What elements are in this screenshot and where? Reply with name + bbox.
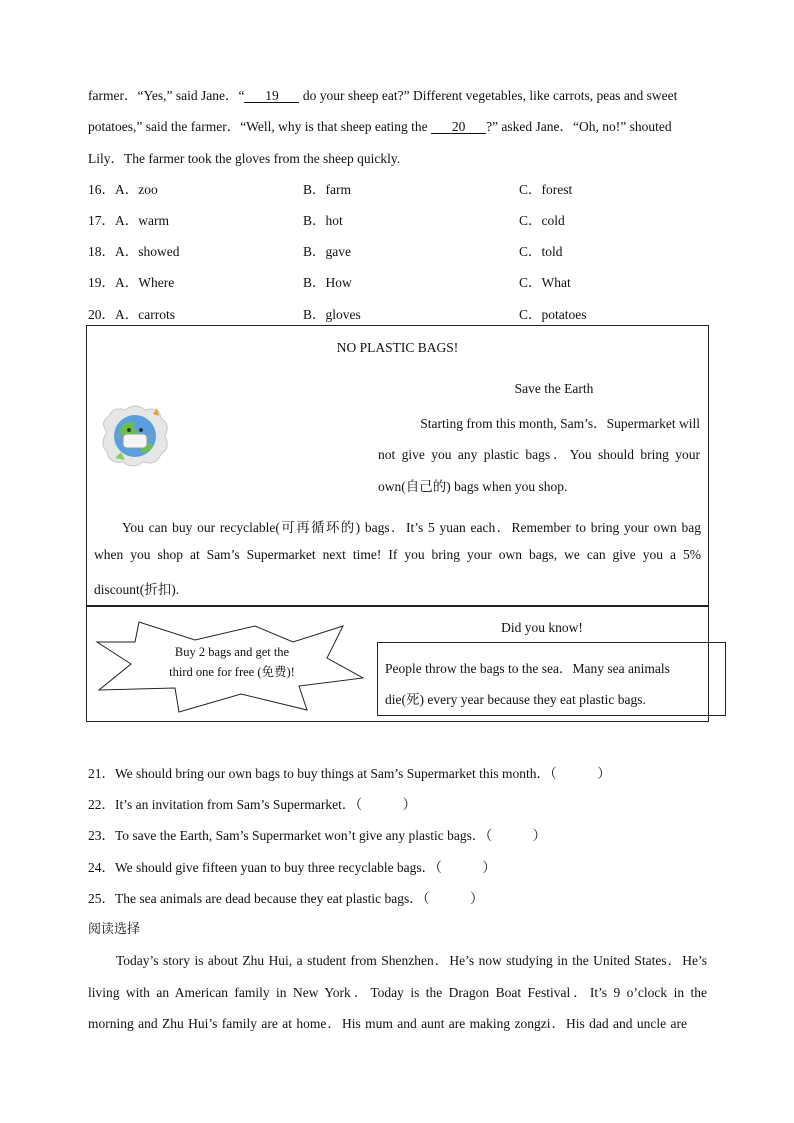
option-c: C．What — [519, 275, 571, 290]
option-c: C．cold — [519, 213, 565, 228]
tf-question-25: 25．The sea animals are dead because they eat plastic bags．（ ） — [88, 891, 484, 906]
star-text-line: third one for free (免费)! — [169, 665, 295, 679]
passage-text: do your sheep eat?” Different vegetables, like carrots, peas and sweet — [299, 88, 678, 103]
passage-text: potatoes,” said the farmer．“Well, why is that sheep eating the — [88, 119, 432, 134]
question-number: 16． — [88, 182, 115, 197]
option-b: B．hot — [303, 213, 343, 228]
did-you-know-box — [377, 642, 726, 716]
option-a: A．carrots — [115, 307, 175, 322]
story-line: morning and Zhu Hui’s family are at home．His mum and aunt are making zongzi．His dad and uncle are — [88, 1016, 687, 1031]
option-a: A．warm — [115, 213, 169, 228]
did-you-know-line: People throw the bags to the sea．Many sea animals — [385, 661, 670, 676]
question-number: 19． — [88, 275, 115, 290]
option-b: B．farm — [303, 182, 351, 197]
option-c: C．forest — [519, 182, 573, 197]
notice-box — [86, 325, 709, 607]
passage-text: farmer．“Yes,” said Jane．“ — [88, 88, 245, 103]
question-number: 18． — [88, 244, 115, 259]
story-line: living with an American family in New York．Today is the Dragon Boat Festival．It’s 9 o’clock in the — [88, 985, 707, 1000]
notice-subtitle: Save the Earth — [514, 381, 594, 396]
tf-question-22: 22．It’s an invitation from Sam’s Supermarket．（ ） — [88, 797, 417, 812]
question-number: 20． — [88, 307, 115, 322]
blank-20: 20 — [431, 120, 486, 134]
notice-para1-line: Starting from this month, Sam’s．Supermarket will — [420, 416, 700, 431]
question-number: 17． — [88, 213, 115, 228]
notice-para2-line: You can buy our recyclable(可再循环的) bags．It’s 5 yuan each．Remember to bring your own bag — [122, 520, 701, 535]
option-b: B．gloves — [303, 307, 361, 322]
notice-title: NO PLASTIC BAGS! — [336, 340, 459, 355]
option-a: A．showed — [115, 244, 180, 259]
tf-question-23: 23．To save the Earth, Sam’s Supermarket won’t give any plastic bags．（ ） — [88, 828, 547, 843]
passage-line — [88, 84, 677, 104]
story-line: Today’s story is about Zhu Hui, a student from Shenzhen．He’s now studying in the United States．He’s — [116, 953, 707, 968]
passage-text: ?” asked Jane．“Oh, no!” shouted — [486, 119, 672, 134]
did-you-know-line: die(死) every year because they eat plastic bags. — [385, 692, 646, 707]
passage-line — [88, 115, 672, 135]
option-b: B．How — [303, 275, 352, 290]
notice-para2-line: when you shop at Sam’s Supermarket next time! If you bring your own bags, we can give you a 5% — [94, 547, 701, 562]
option-c: C．potatoes — [519, 307, 587, 322]
notice-para1-line: own(自己的) bags when you shop. — [378, 479, 568, 494]
notice-para1-line: not give you any plastic bags．You should bring your — [378, 447, 700, 462]
option-b: B．gave — [303, 244, 351, 259]
blank-19: 19 — [244, 89, 299, 103]
notice-para2-line: discount(折扣). — [94, 582, 180, 597]
option-a: A．zoo — [115, 182, 158, 197]
tf-question-21: 21．We should bring our own bags to buy things at Sam’s Supermarket this month．（ ） — [88, 766, 611, 781]
tf-question-24: 24．We should give fifteen yuan to buy three recyclable bags．（ ） — [88, 860, 496, 875]
option-c: C．told — [519, 244, 563, 259]
earth-mask-icon — [97, 402, 173, 472]
did-you-know-title: Did you know! — [501, 620, 583, 635]
passage-line: Lily．The farmer took the gloves from the sheep quickly. — [88, 151, 401, 166]
option-a: A．Where — [115, 275, 175, 290]
star-text-line: Buy 2 bags and get the — [174, 645, 290, 659]
section-heading: 阅读选择 — [88, 922, 141, 937]
